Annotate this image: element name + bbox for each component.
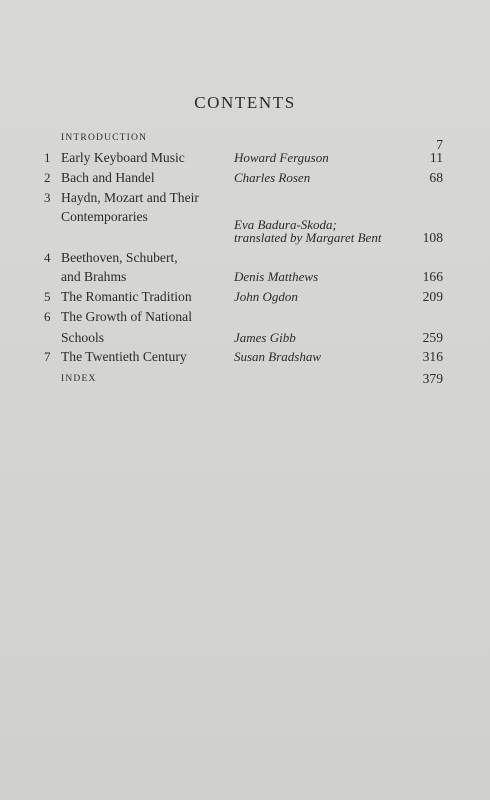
entry-page: 108 [422, 230, 443, 245]
entry-title: The Romantic Tradition [61, 289, 192, 304]
toc-entry-4 [0, 248, 490, 268]
toc-entry-2 [0, 168, 490, 188]
entry-page: 166 [422, 269, 443, 284]
entry-page: 379 [422, 371, 443, 386]
entry-author: Eva Badura-Skoda; [234, 217, 337, 232]
entry-number: 6 [44, 309, 51, 324]
entry-title: Contemporaries [61, 209, 148, 224]
entry-title: The Growth of National [61, 309, 192, 324]
entry-author: Charles Rosen [234, 170, 311, 185]
toc-entry-6 [0, 307, 490, 327]
toc-entry-6-cont [0, 328, 490, 348]
entry-number: 5 [44, 289, 51, 304]
entry-author: Susan Bradshaw [234, 349, 322, 364]
entry-title: Early Keyboard Music [61, 150, 185, 165]
toc-entry-3 [0, 188, 490, 208]
entry-author: Denis Matthews [234, 269, 319, 284]
toc-entry-5 [0, 287, 490, 307]
entry-page: 316 [422, 349, 443, 364]
entry-title: Beethoven, Schubert, [61, 250, 178, 265]
toc-entry-3-translator [0, 228, 490, 248]
entry-title: Haydn, Mozart and Their [61, 190, 199, 205]
entry-title: and Brahms [61, 269, 127, 284]
entry-number: 2 [44, 170, 51, 185]
entry-title: INTRODUCTION [61, 133, 148, 143]
entry-author: Howard Ferguson [234, 150, 329, 165]
entry-page: 259 [422, 330, 443, 345]
entry-author: James Gibb [234, 330, 296, 345]
entry-number: 7 [44, 349, 51, 364]
entry-title: The Twentieth Century [61, 349, 187, 364]
toc-entry-7 [0, 347, 490, 367]
entry-page: 11 [429, 150, 443, 165]
entry-page: 68 [429, 170, 443, 185]
toc-entry-index [0, 369, 490, 389]
entry-author: translated by Margaret Bent [234, 230, 382, 245]
entry-page: 7 [436, 137, 443, 152]
toc-entry-1 [0, 148, 490, 168]
toc-entry-3-cont [0, 207, 490, 232]
entry-page: 209 [422, 289, 443, 304]
entry-title: INDEX [61, 374, 97, 384]
entry-title: Schools [61, 330, 105, 345]
entry-number: 4 [44, 250, 51, 265]
entry-number: 3 [44, 190, 51, 205]
page-title: CONTENTS [194, 93, 296, 112]
toc-entry-4-cont [0, 267, 490, 287]
entry-title: Bach and Handel [61, 170, 155, 185]
entry-number: 1 [44, 150, 51, 165]
entry-author: John Ogdon [234, 289, 298, 304]
